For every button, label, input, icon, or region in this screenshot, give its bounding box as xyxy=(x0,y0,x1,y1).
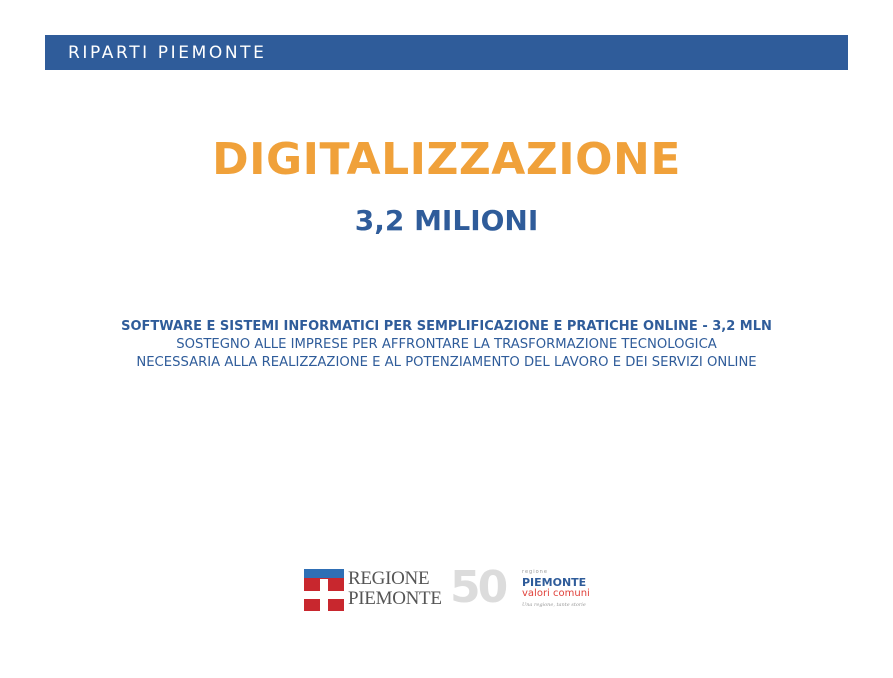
header-title: RIPARTI PIEMONTE xyxy=(68,42,267,63)
regione-crest-icon xyxy=(304,569,344,611)
fifty-motto: Una regione, tante storie xyxy=(522,602,586,608)
header-bar xyxy=(45,35,848,70)
piemonte-50-logo xyxy=(450,562,600,613)
regione-piemonte-logo xyxy=(304,568,442,611)
description-line-1: SOSTEGNO ALLE IMPRESE PER AFFRONTARE LA TRASFORMAZIONE TECNOLOGICA xyxy=(176,337,717,352)
fifty-number: 50 xyxy=(450,562,506,613)
regione-logo-text: REGIONE PIEMONTE xyxy=(348,568,442,609)
footer-logos xyxy=(304,562,594,613)
page-title: DIGITALIZZAZIONE xyxy=(212,134,681,185)
fifty-piemonte-label: PIEMONTE xyxy=(522,576,587,589)
description-line-2: NECESSARIA ALLA REALIZZAZIONE E AL POTENZIAMENTO DEL LAVORO E DEI SERVIZI ONLINE xyxy=(136,355,757,370)
description-heading: SOFTWARE E SISTEMI INFORMATICI PER SEMPLIFICAZIONE E PRATICHE ONLINE - 3,2 MLN xyxy=(121,319,772,334)
funding-amount: 3,2 MILIONI xyxy=(354,204,539,237)
fifty-small-label: regione xyxy=(522,569,548,575)
description-block xyxy=(0,318,893,372)
fifty-tagline: valori comuni xyxy=(522,588,590,599)
